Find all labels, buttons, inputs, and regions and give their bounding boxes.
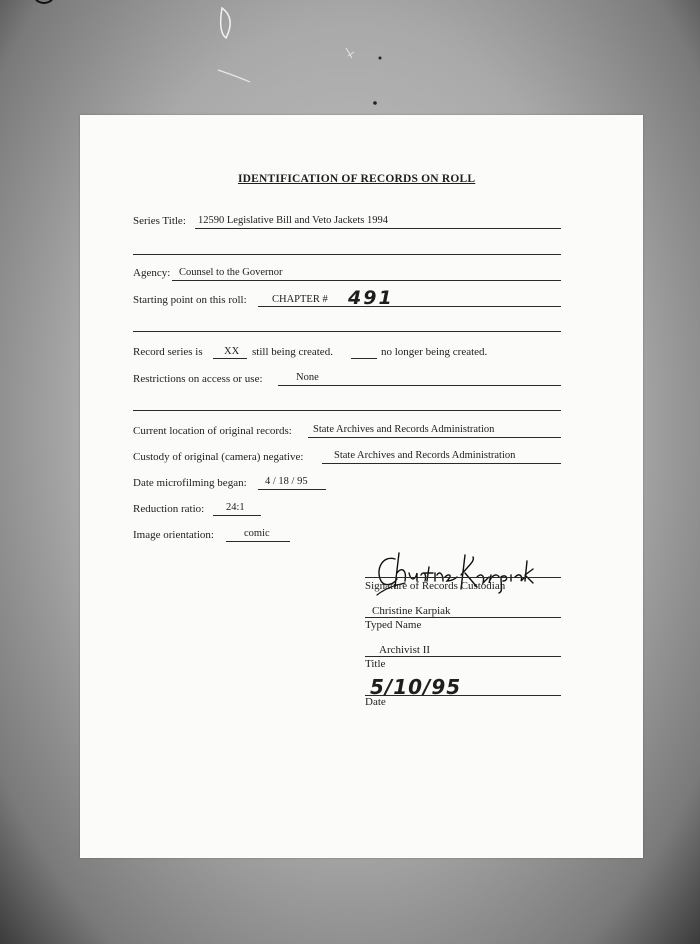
series-title-line: [195, 228, 561, 229]
record-series-no-longer-line: [351, 358, 377, 359]
agency-line: [172, 280, 561, 281]
current-location-value: State Archives and Records Administration: [313, 424, 495, 435]
record-series-still-line: [213, 358, 247, 359]
starting-point-value: CHAPTER #: [272, 294, 328, 305]
restrictions-extra-line: [133, 410, 561, 411]
record-series-still-text: still being created.: [252, 346, 333, 358]
records-form: [80, 115, 643, 858]
chapter-number-handwritten: 491: [348, 287, 394, 309]
reduction-ratio-value: 24:1: [226, 502, 245, 513]
current-location-label: Current location of original records:: [133, 425, 292, 437]
restrictions-value: None: [296, 372, 319, 383]
date-began-label: Date microfilming began:: [133, 477, 247, 489]
restrictions-label: Restrictions on access or use:: [133, 373, 263, 385]
series-title-label: Series Title:: [133, 215, 186, 227]
record-series-no-longer-text: no longer being created.: [381, 346, 488, 358]
date-line: [365, 695, 561, 696]
title-value: Archivist II: [379, 644, 431, 656]
current-location-line: [308, 437, 561, 438]
record-series-label: Record series is: [133, 346, 203, 358]
signature-caption: Signature of Records Custodian: [365, 580, 506, 592]
form-title: IDENTIFICATION OF RECORDS ON ROLL: [238, 173, 476, 185]
image-orientation-line: [226, 541, 290, 542]
date-began-line: [258, 489, 326, 490]
starting-point-label: Starting point on this roll:: [133, 294, 247, 306]
image-orientation-label: Image orientation:: [133, 529, 214, 541]
starting-point-line: [258, 306, 561, 307]
agency-value: Counsel to the Governor: [179, 267, 283, 278]
typed-name-caption: Typed Name: [365, 619, 422, 631]
series-title-value: 12590 Legislative Bill and Veto Jackets 1994: [198, 215, 388, 226]
date-handwritten: 5/10/95: [370, 675, 462, 699]
starting-point-extra-line: [133, 331, 561, 332]
image-orientation-value: comic: [244, 528, 270, 539]
record-series-value: XX: [224, 346, 240, 357]
date-began-value: 4 / 18 / 95: [265, 476, 308, 487]
agency-label: Agency:: [133, 267, 171, 279]
restrictions-line: [278, 385, 561, 386]
date-caption: Date: [365, 696, 386, 708]
typed-name-value: Christine Karpiak: [372, 605, 451, 617]
title-caption: Title: [365, 658, 386, 670]
custody-value: State Archives and Records Administration: [334, 450, 516, 461]
title-line: [365, 656, 561, 657]
custody-line: [322, 463, 561, 464]
custody-label: Custody of original (camera) negative:: [133, 451, 304, 463]
reduction-ratio-line: [213, 515, 261, 516]
series-title-extra-line: [133, 254, 561, 255]
reduction-ratio-label: Reduction ratio:: [133, 503, 205, 515]
typed-name-line: [365, 617, 561, 618]
signature-line: [365, 577, 561, 578]
